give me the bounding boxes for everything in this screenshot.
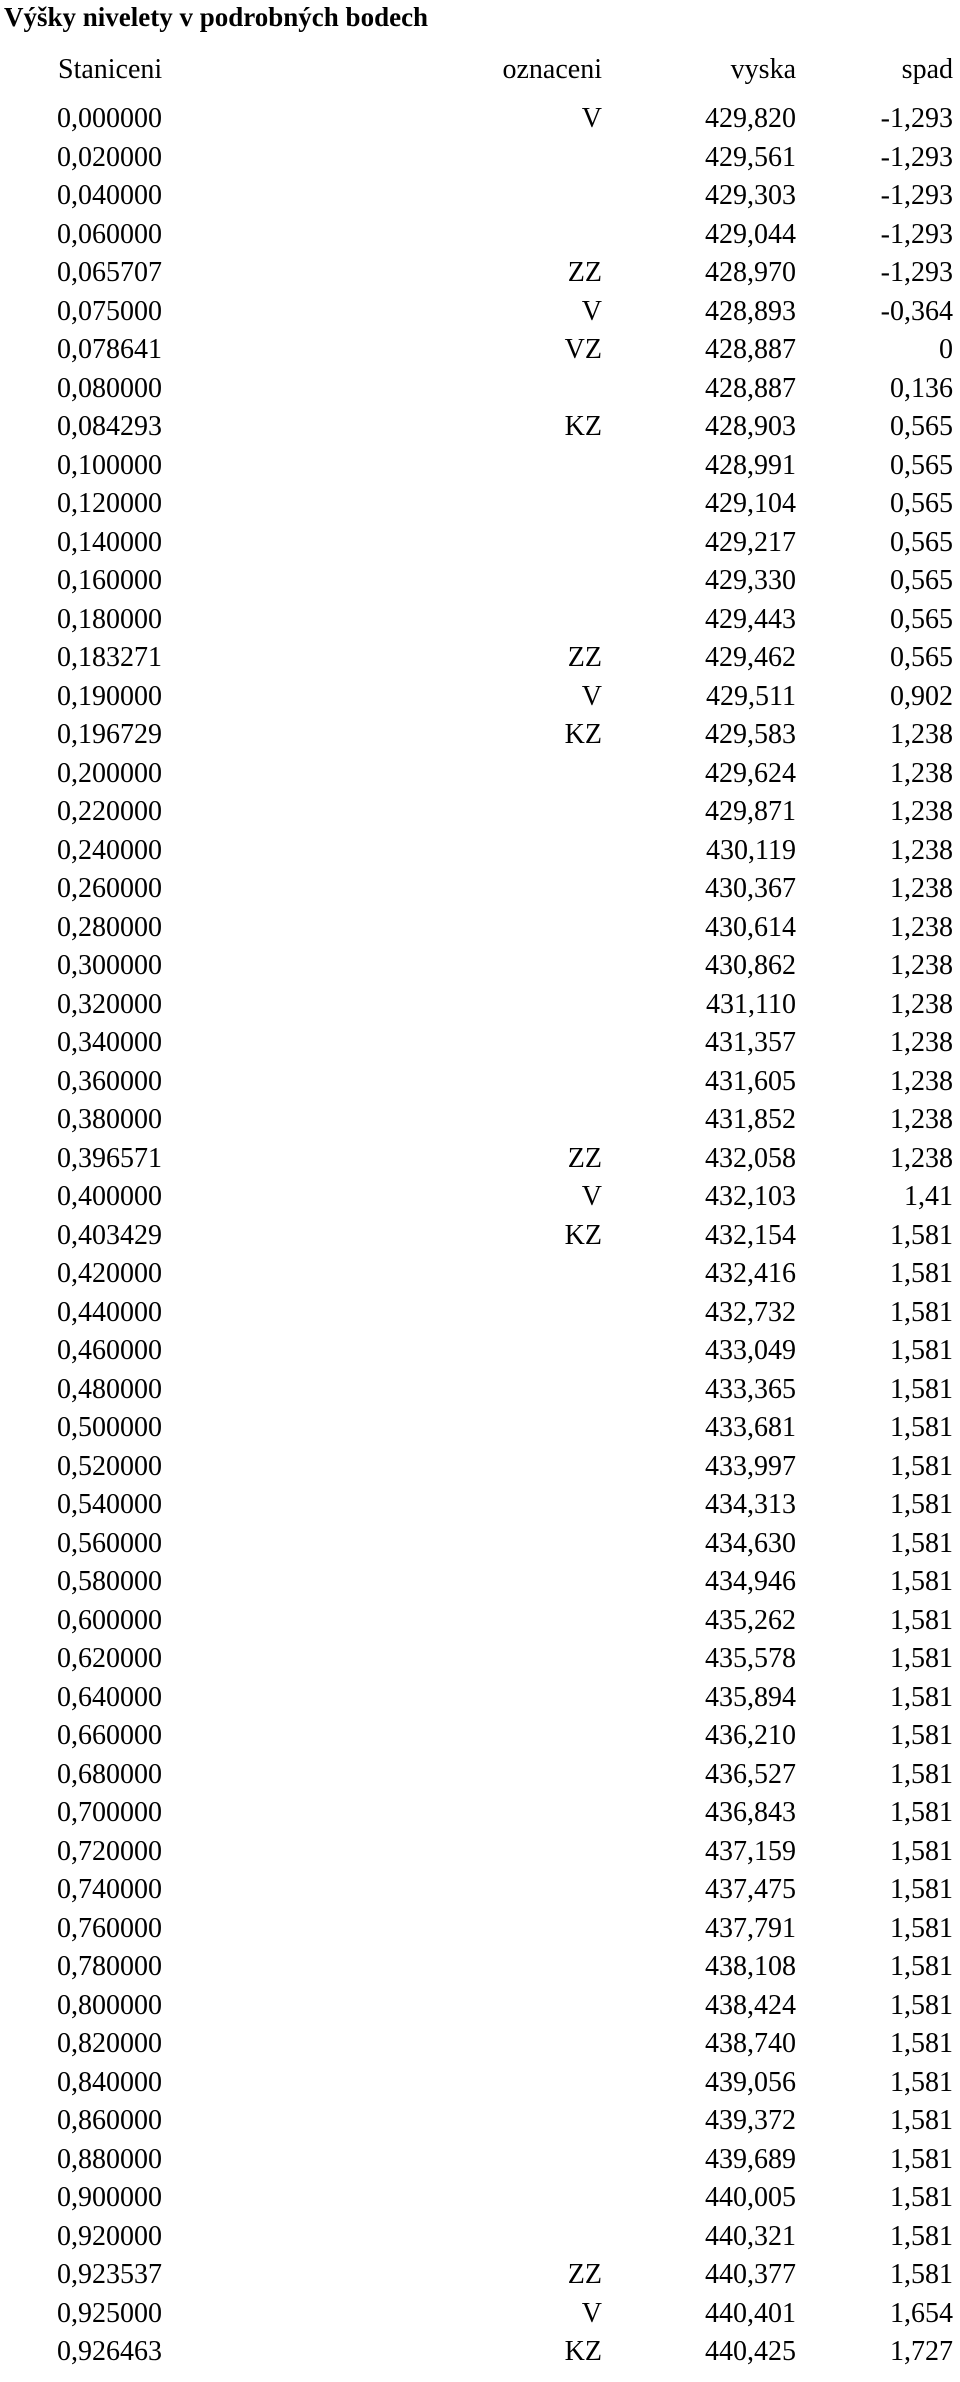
table-row xyxy=(0,1448,960,1487)
cell-spad: 1,581 xyxy=(890,1296,953,1328)
table-row xyxy=(0,870,960,909)
cell-staniceni: 0,926463 xyxy=(57,2336,162,2367)
table-row xyxy=(0,2333,960,2372)
cell-staniceni: 0,480000 xyxy=(57,1373,162,1405)
cell-staniceni: 0,740000 xyxy=(57,1874,162,1905)
cell-staniceni: 0,100000 xyxy=(57,449,162,481)
table-row xyxy=(0,601,960,640)
cell-staniceni: 0,540000 xyxy=(57,1489,162,1520)
cell-vyska: 429,624 xyxy=(705,757,796,789)
table-row xyxy=(0,678,960,717)
cell-spad: 1,581 xyxy=(890,1219,953,1251)
cell-staniceni: 0,065707 xyxy=(57,257,162,288)
cell-vyska: 434,946 xyxy=(705,1566,796,1597)
cell-vyska: 429,330 xyxy=(705,565,796,596)
table-row xyxy=(0,1833,960,1872)
cell-spad: 0,565 xyxy=(890,449,953,481)
cell-staniceni: 0,880000 xyxy=(57,2143,162,2175)
cell-oznaceni: V xyxy=(581,103,602,134)
table-row xyxy=(0,1101,960,1140)
cell-staniceni: 0,300000 xyxy=(57,950,162,981)
cell-spad: 1,581 xyxy=(890,2220,953,2252)
cell-staniceni: 0,580000 xyxy=(57,1566,162,1597)
cell-spad: 1,581 xyxy=(890,1720,953,1751)
table-row xyxy=(0,2141,960,2180)
cell-staniceni: 0,396571 xyxy=(57,1142,162,1174)
cell-spad: 0,565 xyxy=(890,642,953,673)
table-row xyxy=(0,1063,960,1102)
cell-spad: 1,238 xyxy=(890,719,953,750)
cell-vyska: 430,119 xyxy=(706,834,796,866)
cell-staniceni: 0,120000 xyxy=(57,488,162,519)
cell-vyska: 438,740 xyxy=(705,2028,796,2059)
table-row xyxy=(0,1178,960,1217)
table-row xyxy=(0,1756,960,1795)
table-row xyxy=(0,1679,960,1718)
cell-vyska: 432,058 xyxy=(705,1142,796,1174)
table-row xyxy=(0,2256,960,2295)
cell-vyska: 428,887 xyxy=(705,334,796,365)
cell-staniceni: 0,196729 xyxy=(57,719,162,750)
table-row xyxy=(0,139,960,178)
cell-vyska: 438,108 xyxy=(705,1951,796,1982)
cell-staniceni: 0,660000 xyxy=(57,1720,162,1751)
cell-staniceni: 0,190000 xyxy=(57,680,162,712)
cell-vyska: 438,424 xyxy=(705,1989,796,2021)
table-row xyxy=(0,639,960,678)
cell-vyska: 429,462 xyxy=(705,642,796,673)
cell-staniceni: 0,160000 xyxy=(57,565,162,596)
cell-spad: -1,293 xyxy=(880,218,953,250)
cell-staniceni: 0,920000 xyxy=(57,2220,162,2252)
cell-vyska: 439,689 xyxy=(705,2143,796,2175)
cell-spad: 1,581 xyxy=(890,1335,953,1366)
table-row xyxy=(0,485,960,524)
cell-vyska: 437,791 xyxy=(705,1912,796,1944)
cell-vyska: 431,852 xyxy=(705,1104,796,1135)
cell-spad: 1,238 xyxy=(890,950,953,981)
cell-oznaceni: V xyxy=(581,2297,602,2329)
cell-staniceni: 0,084293 xyxy=(57,411,162,442)
header-staniceni: Staniceni xyxy=(58,54,163,85)
cell-vyska: 428,991 xyxy=(705,449,796,481)
table-row xyxy=(0,1602,960,1641)
cell-staniceni: 0,760000 xyxy=(57,1912,162,1944)
cell-staniceni: 0,200000 xyxy=(57,757,162,789)
cell-spad: 1,581 xyxy=(890,1912,953,1944)
cell-staniceni: 0,720000 xyxy=(57,1835,162,1867)
table-row xyxy=(0,370,960,409)
cell-staniceni: 0,680000 xyxy=(57,1758,162,1790)
table-row xyxy=(0,986,960,1025)
cell-vyska: 430,614 xyxy=(705,911,796,943)
cell-spad: 1,581 xyxy=(890,2066,953,2098)
cell-staniceni: 0,860000 xyxy=(57,2105,162,2136)
cell-spad: 1,581 xyxy=(890,2028,953,2059)
cell-vyska: 429,104 xyxy=(705,488,796,519)
cell-vyska: 428,970 xyxy=(705,257,796,288)
cell-spad: 1,581 xyxy=(890,1758,953,1790)
cell-staniceni: 0,380000 xyxy=(57,1104,162,1135)
table-row xyxy=(0,524,960,563)
cell-vyska: 435,894 xyxy=(705,1681,796,1713)
table-row xyxy=(0,1910,960,1949)
cell-staniceni: 0,260000 xyxy=(57,873,162,904)
cell-spad: 1,581 xyxy=(890,1412,953,1443)
table-row xyxy=(0,755,960,794)
cell-staniceni: 0,340000 xyxy=(57,1027,162,1058)
cell-oznaceni: ZZ xyxy=(567,1142,602,1174)
cell-vyska: 429,217 xyxy=(705,526,796,558)
table-row xyxy=(0,1563,960,1602)
cell-spad: 1,581 xyxy=(890,2259,953,2290)
table-row xyxy=(0,2218,960,2257)
table-row xyxy=(0,793,960,832)
cell-oznaceni: V xyxy=(581,295,602,327)
cell-staniceni: 0,640000 xyxy=(57,1681,162,1713)
cell-staniceni: 0,780000 xyxy=(57,1951,162,1982)
cell-spad: 0,565 xyxy=(890,565,953,596)
cell-vyska: 429,511 xyxy=(706,680,796,712)
cell-vyska: 436,843 xyxy=(705,1797,796,1828)
cell-oznaceni: KZ xyxy=(564,2336,602,2367)
cell-vyska: 435,262 xyxy=(705,1604,796,1636)
table-row xyxy=(0,331,960,370)
table-header xyxy=(0,50,960,90)
cell-spad: 1,238 xyxy=(890,1027,953,1058)
cell-staniceni: 0,080000 xyxy=(57,372,162,404)
cell-spad: 1,238 xyxy=(890,911,953,943)
cell-vyska: 429,820 xyxy=(705,103,796,134)
cell-oznaceni: KZ xyxy=(564,719,602,750)
cell-staniceni: 0,180000 xyxy=(57,603,162,635)
cell-spad: 1,238 xyxy=(890,988,953,1020)
cell-spad: 1,581 xyxy=(890,1566,953,1597)
cell-oznaceni: KZ xyxy=(564,411,602,442)
cell-staniceni: 0,360000 xyxy=(57,1065,162,1097)
cell-vyska: 433,997 xyxy=(705,1450,796,1482)
cell-spad: 1,581 xyxy=(890,1643,953,1674)
cell-vyska: 432,732 xyxy=(705,1296,796,1328)
table-row xyxy=(0,1871,960,1910)
table-row xyxy=(0,1217,960,1256)
header-oznaceni: oznaceni xyxy=(502,54,602,85)
header-spad: spad xyxy=(901,54,953,85)
cell-vyska: 437,159 xyxy=(705,1835,796,1867)
cell-spad: 1,41 xyxy=(904,1181,953,1212)
cell-spad: 1,581 xyxy=(890,2105,953,2136)
cell-vyska: 437,475 xyxy=(705,1874,796,1905)
cell-staniceni: 0,220000 xyxy=(57,796,162,827)
cell-vyska: 440,377 xyxy=(705,2259,796,2290)
cell-oznaceni: ZZ xyxy=(567,642,602,673)
cell-staniceni: 0,840000 xyxy=(57,2066,162,2098)
cell-spad: 0,565 xyxy=(890,411,953,442)
cell-staniceni: 0,560000 xyxy=(57,1527,162,1559)
table-row xyxy=(0,1987,960,2026)
cell-oznaceni: VZ xyxy=(564,334,602,365)
cell-vyska: 431,357 xyxy=(705,1027,796,1058)
cell-staniceni: 0,460000 xyxy=(57,1335,162,1366)
cell-spad: 1,581 xyxy=(890,1450,953,1482)
cell-vyska: 429,871 xyxy=(705,796,796,827)
cell-vyska: 435,578 xyxy=(705,1643,796,1674)
table-row xyxy=(0,1794,960,1833)
cell-staniceni: 0,060000 xyxy=(57,218,162,250)
cell-vyska: 428,887 xyxy=(705,372,796,404)
table-row xyxy=(0,1717,960,1756)
cell-spad: 1,581 xyxy=(890,1989,953,2021)
table-row xyxy=(0,1948,960,1987)
cell-vyska: 434,313 xyxy=(705,1489,796,1520)
cell-spad: 0,565 xyxy=(890,603,953,635)
cell-spad: 1,238 xyxy=(890,834,953,866)
cell-vyska: 432,154 xyxy=(705,1219,796,1251)
table-row xyxy=(0,2295,960,2334)
cell-vyska: 439,372 xyxy=(705,2105,796,2136)
cell-vyska: 440,401 xyxy=(705,2297,796,2329)
cell-vyska: 440,425 xyxy=(705,2336,796,2367)
cell-oznaceni: KZ xyxy=(564,1219,602,1251)
table-row xyxy=(0,2025,960,2064)
cell-vyska: 430,367 xyxy=(705,873,796,904)
cell-spad: 1,238 xyxy=(890,1142,953,1174)
table-row xyxy=(0,1294,960,1333)
cell-spad: 1,581 xyxy=(890,1681,953,1713)
cell-spad: 1,727 xyxy=(890,2336,953,2367)
cell-spad: 0,565 xyxy=(890,488,953,519)
table-row xyxy=(0,1640,960,1679)
cell-vyska: 431,605 xyxy=(705,1065,796,1097)
cell-staniceni: 0,000000 xyxy=(57,103,162,134)
cell-staniceni: 0,420000 xyxy=(57,1258,162,1289)
cell-staniceni: 0,020000 xyxy=(57,141,162,173)
table-row xyxy=(0,947,960,986)
cell-vyska: 431,110 xyxy=(706,988,796,1020)
cell-vyska: 436,210 xyxy=(705,1720,796,1751)
cell-vyska: 432,416 xyxy=(705,1258,796,1289)
cell-staniceni: 0,600000 xyxy=(57,1604,162,1636)
cell-spad: 1,581 xyxy=(890,1874,953,1905)
cell-staniceni: 0,320000 xyxy=(57,988,162,1020)
table-row xyxy=(0,1371,960,1410)
cell-spad: 1,581 xyxy=(890,1489,953,1520)
table-row xyxy=(0,832,960,871)
table-row xyxy=(0,1409,960,1448)
cell-vyska: 433,365 xyxy=(705,1373,796,1405)
cell-spad: 1,581 xyxy=(890,1527,953,1559)
cell-staniceni: 0,820000 xyxy=(57,2028,162,2059)
cell-staniceni: 0,140000 xyxy=(57,526,162,558)
table-row xyxy=(0,447,960,486)
table-row xyxy=(0,1332,960,1371)
cell-staniceni: 0,183271 xyxy=(57,642,162,673)
cell-vyska: 440,321 xyxy=(705,2220,796,2252)
cell-spad: -1,293 xyxy=(880,180,953,211)
cell-staniceni: 0,280000 xyxy=(57,911,162,943)
cell-spad: 0,136 xyxy=(890,372,953,404)
cell-spad: 1,238 xyxy=(890,1065,953,1097)
cell-spad: 1,238 xyxy=(890,796,953,827)
cell-staniceni: 0,078641 xyxy=(57,334,162,365)
cell-spad: -1,293 xyxy=(880,103,953,134)
cell-staniceni: 0,440000 xyxy=(57,1296,162,1328)
cell-vyska: 433,681 xyxy=(705,1412,796,1443)
table-row xyxy=(0,562,960,601)
cell-staniceni: 0,403429 xyxy=(57,1219,162,1251)
table-row xyxy=(0,216,960,255)
table-row xyxy=(0,1024,960,1063)
cell-spad: 1,581 xyxy=(890,1797,953,1828)
table-row xyxy=(0,408,960,447)
cell-staniceni: 0,075000 xyxy=(57,295,162,327)
cell-staniceni: 0,620000 xyxy=(57,1643,162,1674)
table-row xyxy=(0,1525,960,1564)
cell-vyska: 428,893 xyxy=(705,295,796,327)
cell-staniceni: 0,900000 xyxy=(57,2182,162,2213)
cell-staniceni: 0,400000 xyxy=(57,1181,162,1212)
cell-staniceni: 0,500000 xyxy=(57,1412,162,1443)
cell-vyska: 429,443 xyxy=(705,603,796,635)
table-row xyxy=(0,716,960,755)
cell-spad: 0,902 xyxy=(890,680,953,712)
cell-spad: 0 xyxy=(939,334,953,365)
cell-spad: 1,238 xyxy=(890,873,953,904)
cell-vyska: 428,903 xyxy=(705,411,796,442)
cell-vyska: 433,049 xyxy=(705,1335,796,1366)
cell-oznaceni: V xyxy=(581,680,602,712)
cell-oznaceni: ZZ xyxy=(567,257,602,288)
cell-staniceni: 0,800000 xyxy=(57,1989,162,2021)
cell-staniceni: 0,925000 xyxy=(57,2297,162,2329)
cell-vyska: 436,527 xyxy=(705,1758,796,1790)
cell-vyska: 440,005 xyxy=(705,2182,796,2213)
cell-spad: 1,238 xyxy=(890,1104,953,1135)
table-body xyxy=(0,100,960,2372)
cell-staniceni: 0,520000 xyxy=(57,1450,162,1482)
cell-vyska: 430,862 xyxy=(705,950,796,981)
cell-vyska: 432,103 xyxy=(705,1181,796,1212)
cell-oznaceni: V xyxy=(581,1181,602,1212)
table-row xyxy=(0,1255,960,1294)
cell-vyska: 429,561 xyxy=(705,141,796,173)
table-row xyxy=(0,2064,960,2103)
table-row xyxy=(0,177,960,216)
cell-spad: 1,238 xyxy=(890,757,953,789)
header-vyska: vyska xyxy=(730,54,796,85)
table-row xyxy=(0,1140,960,1179)
page-title: Výšky nivelety v podrobných bodech xyxy=(4,2,429,32)
table-row xyxy=(0,909,960,948)
cell-spad: 1,581 xyxy=(890,2182,953,2213)
cell-staniceni: 0,923537 xyxy=(57,2259,162,2290)
table-row xyxy=(0,1486,960,1525)
cell-spad: 1,581 xyxy=(890,1258,953,1289)
cell-staniceni: 0,240000 xyxy=(57,834,162,866)
cell-oznaceni: ZZ xyxy=(567,2259,602,2290)
cell-spad: 1,581 xyxy=(890,1373,953,1405)
cell-spad: -1,293 xyxy=(880,141,953,173)
table-row xyxy=(0,100,960,139)
cell-spad: 1,581 xyxy=(890,1951,953,1982)
cell-spad: 1,581 xyxy=(890,2143,953,2175)
table-row xyxy=(0,2102,960,2141)
cell-vyska: 429,044 xyxy=(705,218,796,250)
cell-spad: 0,565 xyxy=(890,526,953,558)
cell-vyska: 429,583 xyxy=(705,719,796,750)
cell-spad: 1,654 xyxy=(890,2297,953,2329)
cell-vyska: 429,303 xyxy=(705,180,796,211)
table-row xyxy=(0,293,960,332)
cell-spad: -1,293 xyxy=(880,257,953,288)
cell-vyska: 434,630 xyxy=(705,1527,796,1559)
cell-spad: 1,581 xyxy=(890,1835,953,1867)
cell-spad: -0,364 xyxy=(880,295,953,327)
cell-spad: 1,581 xyxy=(890,1604,953,1636)
table-row xyxy=(0,2179,960,2218)
cell-staniceni: 0,700000 xyxy=(57,1797,162,1828)
cell-staniceni: 0,040000 xyxy=(57,180,162,211)
cell-vyska: 439,056 xyxy=(705,2066,796,2098)
table-row xyxy=(0,254,960,293)
